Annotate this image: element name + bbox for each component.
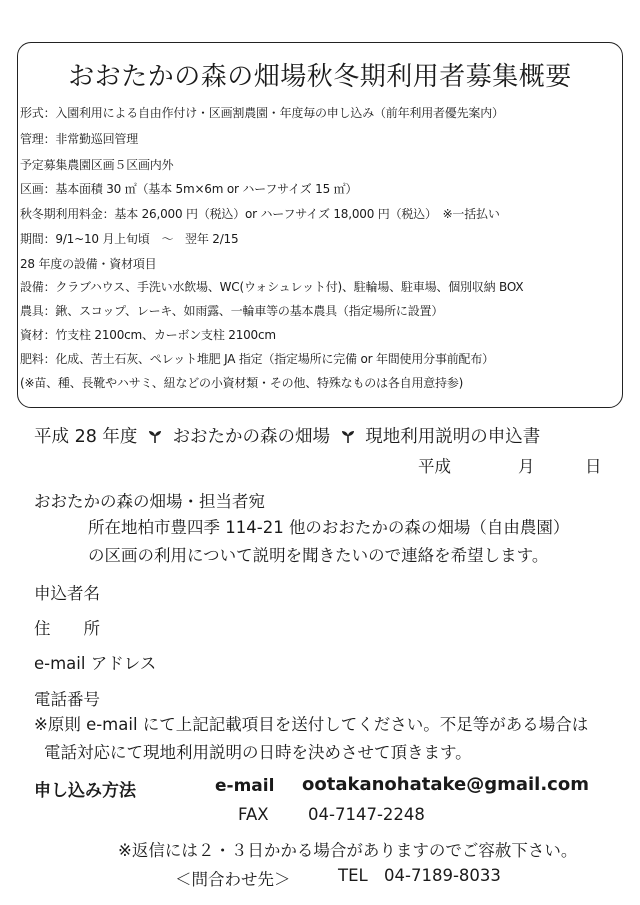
summary-period: 期間：9/1~10 月上旬頃 ～ 翌年 2/15 (20, 232, 239, 246)
summary-plot-size: 区画：基本面積 30 ㎡（基本 5m×6m or ハーフサイズ 15 ㎡） (20, 182, 358, 196)
summary-format: 形式：入園利用による自由作付け・区画割農園・年度毎の申し込み（前年利用者優先案内） (20, 106, 504, 120)
summary-plot-count: 予定募集農園区画５区画内外 (20, 158, 174, 172)
tel-label: TEL (338, 866, 368, 885)
summary-facilities: 設備：クラブハウス、手洗い水飲場、WC(ウォシュレット付)、駐輪場、駐車場、個別収納 BOX (20, 280, 524, 294)
date-day: 日 (585, 457, 602, 476)
summary-materials: 資材：竹支柱 2100cm、カーボン支柱 2100cm (20, 328, 276, 342)
note-line-1: ※原則 e-mail にて上記記載項目を送付してください。不足等がある場合は (34, 715, 589, 734)
sprout-icon (147, 428, 163, 444)
note-line-2: 電話対応にて現地利用説明の日時を決めさせて頂きます。 (44, 743, 472, 762)
tel-number: 04-7189-8033 (384, 866, 501, 885)
summary-equipment-heading: 28 年度の設備・資材項目 (20, 257, 157, 271)
date-month: 月 (518, 457, 535, 476)
form-heading-title: 現地利用説明の申込書 (365, 427, 541, 447)
form-heading-year: 平成 28 年度 (34, 427, 138, 447)
request-body-1: 所在地柏市豊四季 114-21 他のおおたかの森の畑場（自由農園） (88, 518, 570, 537)
form-heading-name: おおたかの森の畑場 (172, 427, 331, 447)
field-phone: 電話番号 (34, 690, 100, 709)
summary-title: おおたかの森の畑場秋冬期利用者募集概要 (68, 62, 572, 92)
summary-tools: 農具：鍬、スコップ、レーキ、如雨露、一輪車等の基本農具（指定場所に設置） (20, 304, 444, 318)
fax-label: FAX (238, 805, 269, 824)
contact-label: ＜問合わせ先＞ (175, 870, 291, 889)
summary-fertilizer: 肥料：化成、苦土石灰、ペレット堆肥 JA 指定（指定場所に完備 or 年間使用分事前配布） (20, 352, 494, 366)
apply-method-label: 申し込み方法 (34, 781, 136, 801)
recipient: おおたかの森の畑場・担当者宛 (34, 492, 265, 511)
form-heading (34, 423, 540, 448)
date-era: 平成 (418, 457, 451, 476)
summary-management: 管理：非常勤巡回管理 (20, 132, 139, 146)
summary-fee: 秋冬期利用料金：基本 26,000 円（税込）or ハーフサイズ 18,000 円（税込） ※一括払い (20, 207, 500, 221)
apply-email-address[interactable]: ootakanohatake@gmail.com (302, 774, 589, 795)
apply-email-label: e-mail (215, 776, 275, 796)
request-body-2: の区画の利用について説明を聞きたいので連絡を希望します。 (88, 546, 549, 565)
sprout-icon (340, 428, 356, 444)
summary-bring-own: (※苗、種、長靴やハサミ、紐などの小資材類・その他、特殊なものは各自用意持参) (20, 376, 464, 390)
fax-number: 04-7147-2248 (308, 805, 425, 824)
reply-note: ※返信には２・３日かかる場合がありますのでご容赦下さい。 (118, 841, 578, 860)
field-address: 住 所 (34, 619, 100, 638)
field-applicant-name: 申込者名 (34, 584, 100, 603)
field-email: e-mail アドレス (34, 654, 157, 673)
